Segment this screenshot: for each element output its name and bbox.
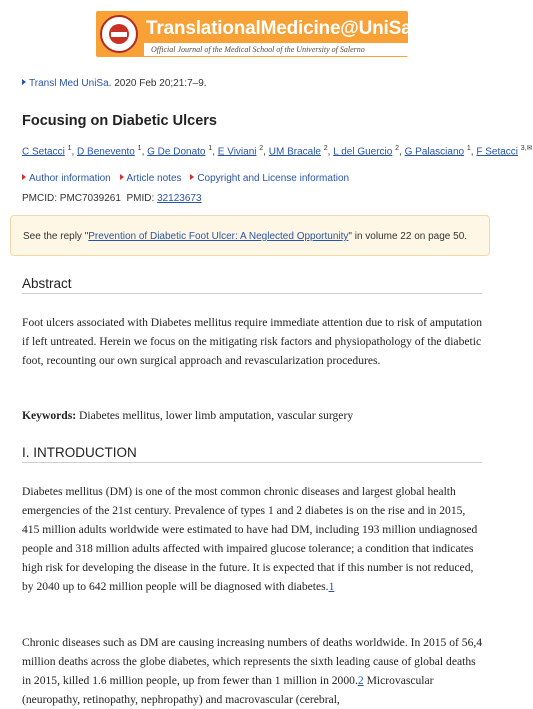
article-info-links	[22, 173, 355, 184]
journal-name: TranslationalMedicine@UniSa	[146, 17, 412, 39]
expand-triangle-icon	[190, 174, 194, 180]
author-link[interactable]: F Setacci	[476, 146, 519, 158]
author-list: C Setacci $^1$, D Benevento $^1$, G De Donato $^1$, E Viviani $^2$, UM Bracale $^2$, L del Guercio $^2$, G Palasciano $^1$, F Setacci $^{3,✉}$	[22, 145, 533, 158]
author-link[interactable]: C Setacci	[22, 146, 65, 158]
pmid-link[interactable]: 32123673	[157, 193, 202, 204]
author-link[interactable]: E Viviani	[217, 146, 257, 158]
section-divider	[22, 462, 482, 463]
reply-article-link[interactable]: Prevention of Diabetic Foot Ulcer: A Neglected Opportunity	[88, 231, 349, 242]
university-seal-icon	[100, 15, 138, 53]
pmid-label: PMID:	[126, 193, 158, 204]
author-link[interactable]: D Benevento	[77, 146, 135, 158]
article-notes-toggle[interactable]: Article notes	[120, 173, 182, 184]
article-ids	[22, 193, 202, 204]
copyright-toggle[interactable]: Copyright and License information	[190, 173, 349, 184]
author-information-toggle[interactable]: Author information	[22, 173, 111, 184]
reply-notice: See the reply "Prevention of Diabetic Foot Ulcer: A Neglected Opportunity" in volume 22 on page 50.	[10, 215, 490, 256]
article-title: Focusing on Diabetic Ulcers	[22, 113, 217, 129]
abstract-heading: Abstract	[22, 276, 72, 291]
section-divider	[22, 293, 482, 294]
author-link[interactable]: G De Donato	[147, 146, 206, 158]
intro-paragraph-1: Diabetes mellitus (DM) is one of the most common chronic diseases and largest global health emergencies of the 21st century. Prevalence of types 1 and 2 diabetes is on the rise and in 2015, 415 million adults worldwide were estimated to have had DM, including 193 million undiagnosed people and 318 million adults affected with impaired glucose tolerance; a condition that indicates high risk for developing the disease in the future. It is expected that if this number is not reduced, by 2040 up to 642 million people will be diagnosed with diabetes.1	[22, 485, 478, 593]
reference-link[interactable]: 2	[357, 674, 364, 687]
author-link[interactable]: L del Guercio	[333, 146, 393, 158]
author-link[interactable]: G Palasciano	[404, 146, 465, 158]
author-link[interactable]: UM Bracale	[268, 146, 321, 158]
expand-triangle-icon	[22, 174, 26, 180]
citation-details: . 2020 Feb 20;21:7–9.	[108, 78, 207, 89]
citation-line	[22, 78, 207, 89]
pmcid: PMCID: PMC7039261	[22, 193, 121, 204]
journal-link[interactable]: Transl Med UniSa	[29, 78, 109, 89]
journal-banner[interactable]	[96, 11, 412, 57]
introduction-heading: I. INTRODUCTION	[22, 445, 137, 460]
keywords: Keywords: Diabetes mellitus, lower limb amputation, vascular surgery	[22, 409, 354, 422]
intro-paragraph-2: Chronic diseases such as DM are causing increasing numbers of deaths worldwide. In 2015 of 56,4 million deaths across the globe diabetes, which represents the sixth leading cause of global deaths in 2015, killed 1.6 million people, up from fewer than 1 million in 2000.2 Microvascular (neuropathy, retinopathy, nephropathy) and macrovascular (cerebral,	[22, 636, 483, 706]
abstract-text: Foot ulcers associated with Diabetes mellitus require immediate attention due to risk of amputation if left untreated. Herein we focus on the mitigating risk factors and physiopathology of the diabetic foot, recounting our own surgical approach and revascularization procedures.	[22, 316, 483, 367]
expand-triangle-icon	[120, 174, 124, 180]
reference-link[interactable]: 1	[328, 580, 335, 593]
journal-tagline: Official Journal of the Medical School of the University of Salerno	[151, 45, 365, 54]
expand-triangle-icon	[22, 79, 26, 85]
